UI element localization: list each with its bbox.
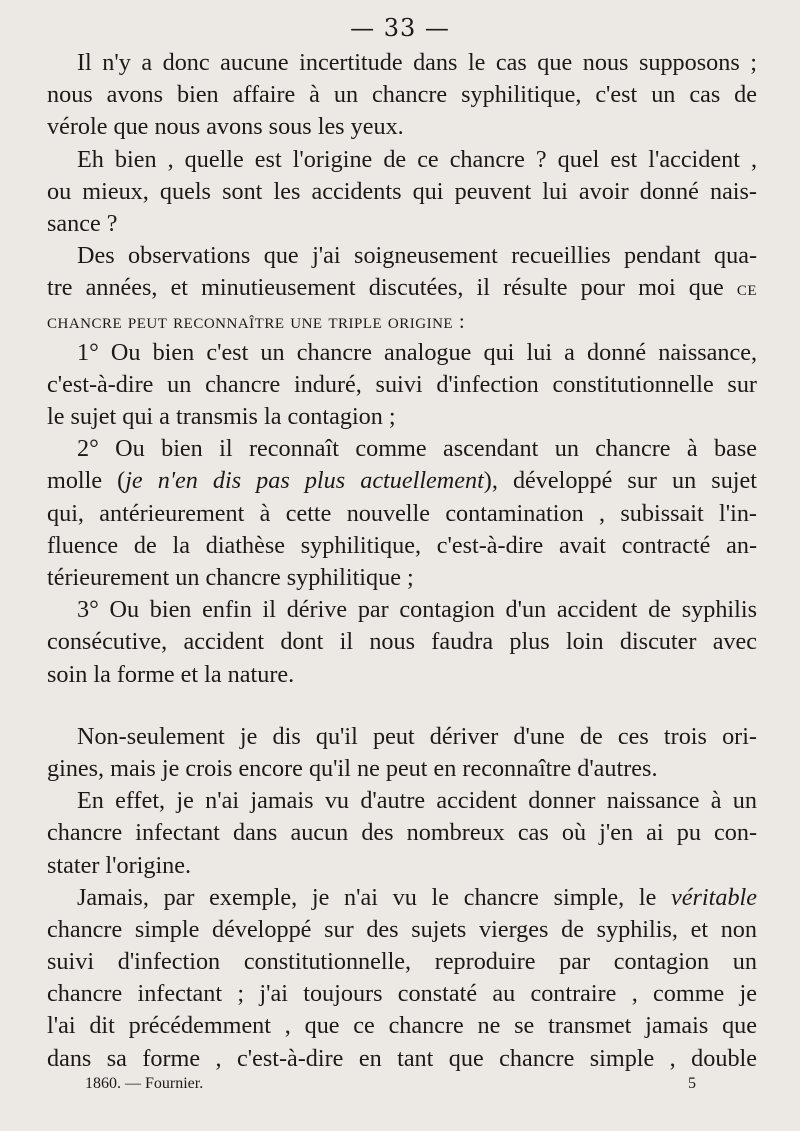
text-line: consécutive, accident dont il nous faudra plus loin discuter avec bbox=[47, 628, 757, 656]
italic-fragment: véritable bbox=[671, 883, 757, 911]
text-line: stater l'origine. bbox=[47, 851, 192, 879]
text-line: 3° Ou bien enfin il dérive par contagion d'un accident de syphilis bbox=[77, 596, 757, 624]
text-line: Il n'y a donc aucune incertitude dans le cas que nous supposons ; bbox=[77, 49, 757, 76]
text-line bbox=[47, 465, 757, 497]
text-line: dans sa forme , c'est-à-dire en tant que chancre simple , double bbox=[47, 1044, 757, 1072]
text-line bbox=[47, 882, 757, 914]
text-line: sance ? bbox=[47, 209, 118, 237]
page-number: — 33 — bbox=[350, 14, 450, 42]
text-line: qui, antérieurement à cette nouvelle contamination , subissait l'in- bbox=[47, 499, 757, 527]
text-line: 2° Ou bien il reconnaît comme ascendant un chancre à base bbox=[77, 435, 757, 463]
text-line: soin la forme et la nature. bbox=[47, 660, 295, 688]
text-line: fluence de la diathèse syphilitique, c'est-à-dire avait contracté an- bbox=[47, 531, 757, 559]
text-line: vérole que nous avons sous les yeux. bbox=[47, 113, 404, 141]
italic-fragment: je n'en dis pas plus actuellement bbox=[125, 467, 484, 495]
text-line: térieurement un chancre syphilitique ; bbox=[47, 564, 414, 591]
text-line: chancre simple développé sur des sujets vierges de syphilis, et non bbox=[47, 915, 757, 943]
text-line: Non-seulement je dis qu'il peut dériver d'une de ces trois ori- bbox=[77, 722, 757, 750]
text-line: 1° Ou bien c'est un chancre analogue qui lui a donné naissance, bbox=[77, 338, 757, 366]
small-caps-line: chancre peut reconnaître une triple origine : bbox=[47, 308, 466, 333]
text-line bbox=[47, 272, 757, 304]
footer-signature: 1860. — Fournier. bbox=[85, 1075, 204, 1092]
text-line: nous avons bien affaire à un chancre syphilitique, c'est un cas de bbox=[47, 81, 757, 109]
text-line: Eh bien , quelle est l'origine de ce chancre ? quel est l'accident , bbox=[77, 145, 757, 173]
text-fragment: molle ( bbox=[47, 467, 126, 495]
text-line: ou mieux, quels sont les accidents qui peuvent lui avoir donné nais- bbox=[47, 177, 757, 205]
text-line: En effet, je n'ai jamais vu d'autre accident donner naissance à un bbox=[77, 787, 757, 815]
text-line: c'est-à-dire un chancre induré, suivi d'infection constitutionnelle sur bbox=[47, 370, 757, 398]
text-fragment: Jamais, par exemple, je n'ai vu le chancre simple, le bbox=[77, 883, 657, 911]
text-line: le sujet qui a transmis la contagion ; bbox=[47, 403, 396, 431]
text-line: gines, mais je crois encore qu'il ne peut en reconnaître d'autres. bbox=[47, 754, 658, 782]
text-line: chancre infectant ; j'ai toujours constaté au contraire , comme je bbox=[47, 980, 757, 1008]
body-text bbox=[47, 47, 757, 1075]
text-fragment: tre années, et minutieusement discutées, il résulte pour moi que bbox=[47, 274, 724, 302]
paragraph-gap bbox=[47, 691, 757, 721]
text-line: suivi d'infection constitutionnelle, reproduire par contagion un bbox=[47, 948, 757, 976]
footer-sheet-number: 5 bbox=[688, 1075, 696, 1092]
small-caps-fragment: ce bbox=[736, 276, 758, 301]
text-line: chancre infectant dans aucun des nombreux cas où j'en ai pu con- bbox=[47, 819, 757, 847]
text-line: Des observations que j'ai soigneusement recueillies pendant qua- bbox=[77, 242, 757, 270]
text-fragment: ), développé sur un sujet bbox=[483, 467, 757, 495]
text-line: l'ai dit précédemment , que ce chancre ne se transmet jamais que bbox=[47, 1012, 757, 1040]
